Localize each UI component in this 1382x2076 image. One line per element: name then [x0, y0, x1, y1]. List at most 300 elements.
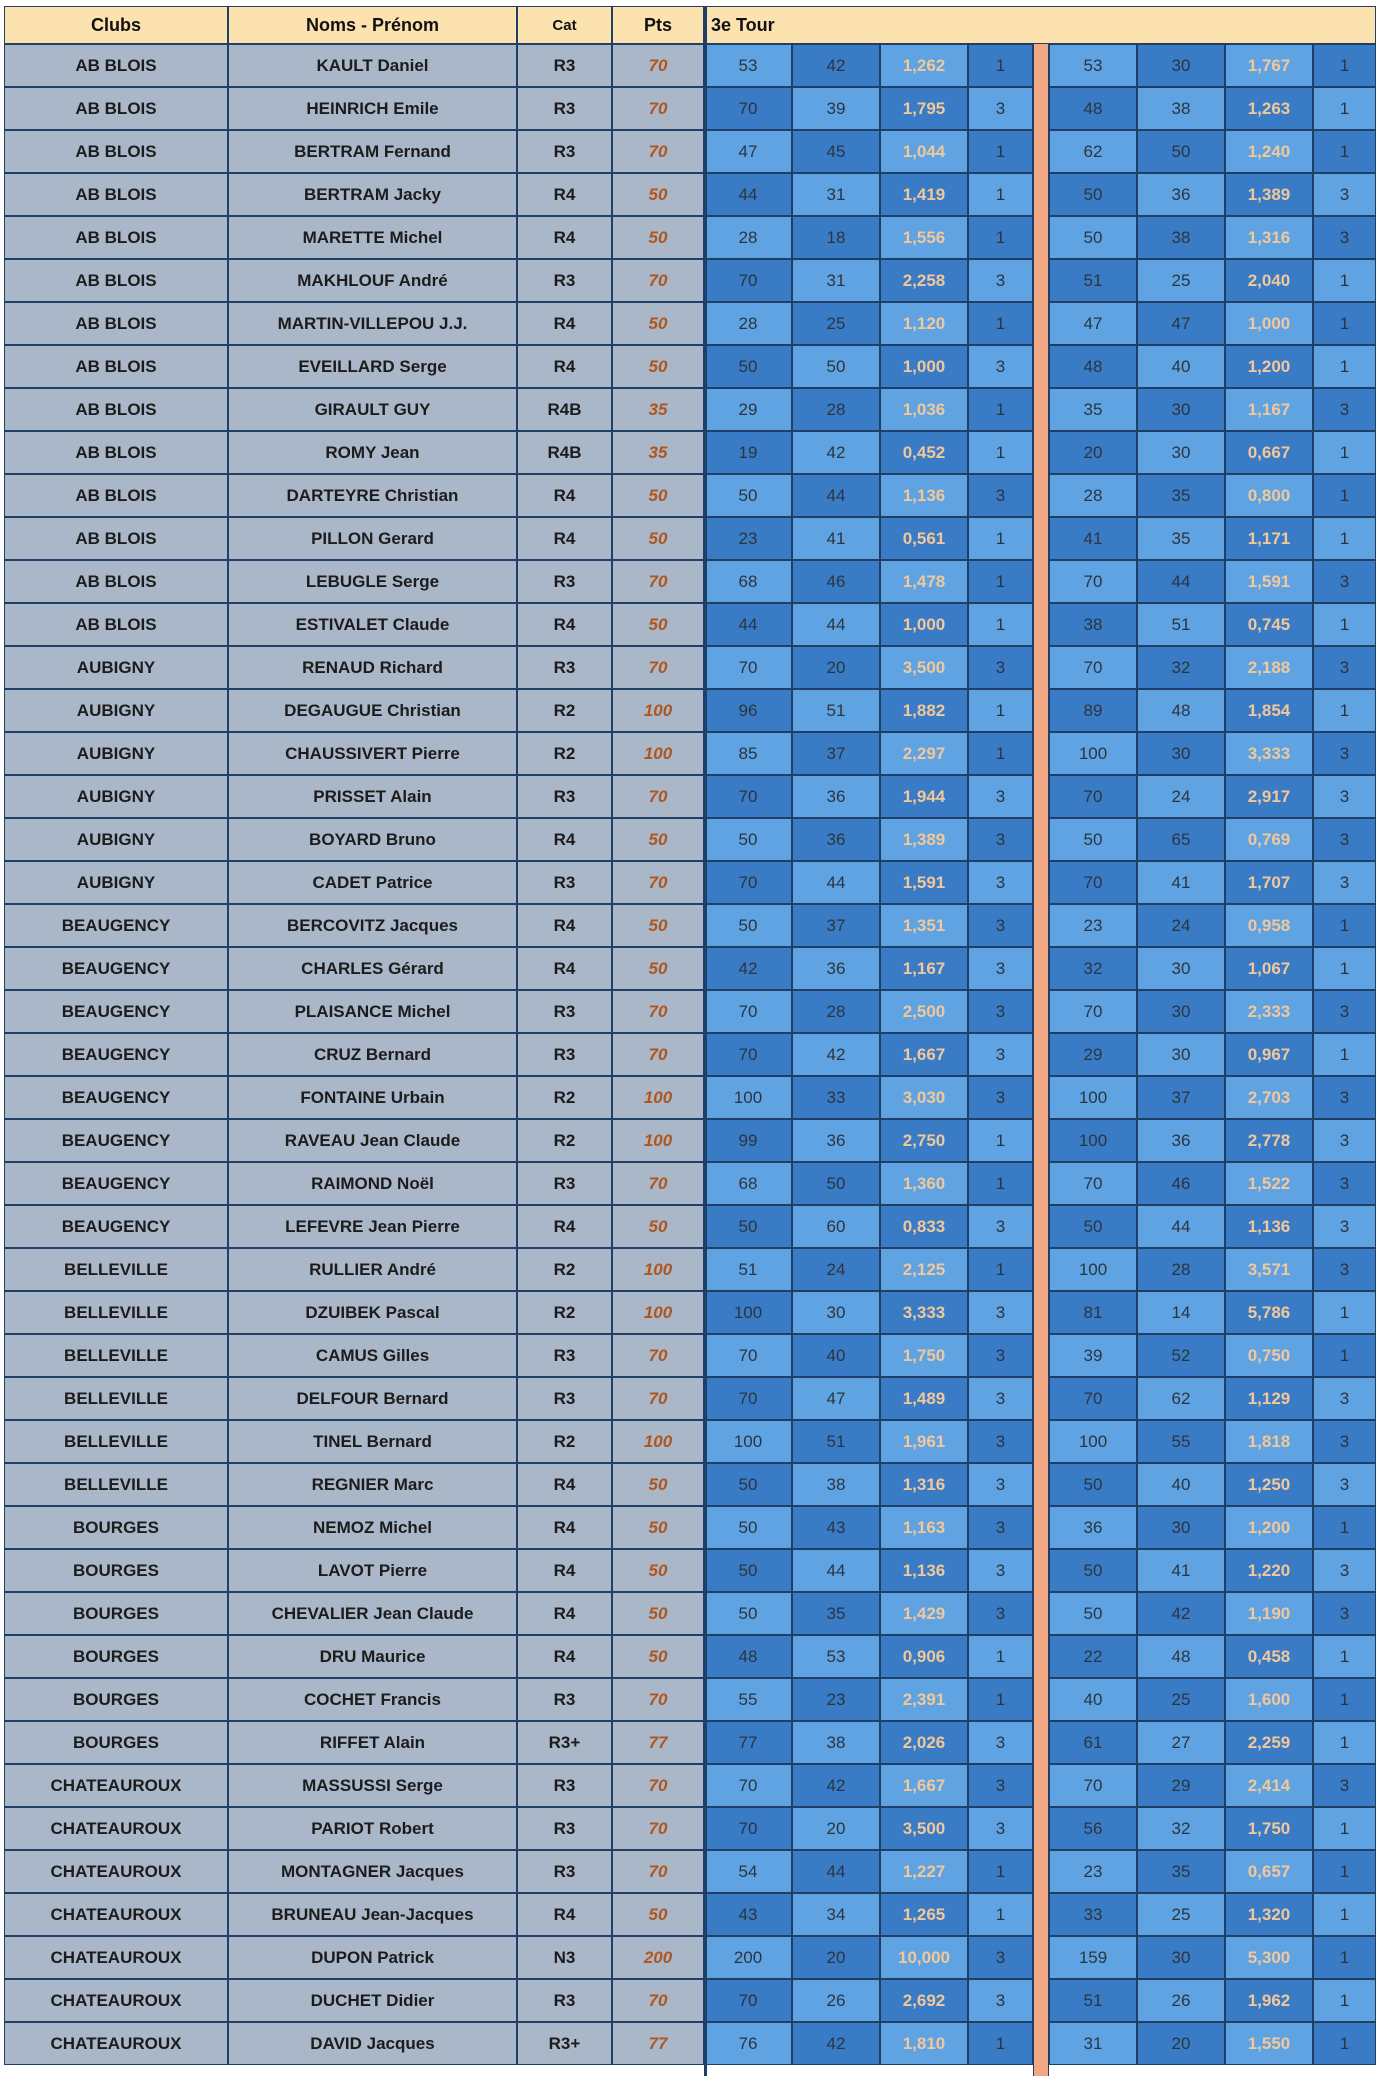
- round1-reprises: 51: [792, 689, 880, 732]
- club-cell: AB BLOIS: [4, 216, 228, 259]
- pts-cell: 100: [612, 1291, 704, 1334]
- round1-average: 1,429: [880, 1592, 968, 1635]
- round2-average: 1,600: [1225, 1678, 1313, 1721]
- table-row: [4, 947, 1376, 990]
- round2-reprises: 28: [1137, 1248, 1225, 1291]
- round2-average: 5,786: [1225, 1291, 1313, 1334]
- table-row: [4, 1979, 1376, 2022]
- table-row: [4, 775, 1376, 818]
- round2-reprises: 30: [1137, 732, 1225, 775]
- cat-cell: R3: [517, 1162, 612, 1205]
- name-cell: EVEILLARD Serge: [228, 345, 517, 388]
- round1-points: 1: [968, 732, 1033, 775]
- table-row: [4, 1463, 1376, 1506]
- round2-average: 2,778: [1225, 1119, 1313, 1162]
- cat-cell: R4: [517, 904, 612, 947]
- round2-points: 3: [1313, 818, 1376, 861]
- table-row: [4, 2022, 1376, 2065]
- round2-average: 0,667: [1225, 431, 1313, 474]
- round1-points: 1: [968, 560, 1033, 603]
- name-cell: DARTEYRE Christian: [228, 474, 517, 517]
- round1-points: 1: [968, 603, 1033, 646]
- pts-cell: 50: [612, 904, 704, 947]
- round1-reprises: 20: [792, 646, 880, 689]
- round2-reprises: 30: [1137, 1033, 1225, 1076]
- round1-score: 50: [704, 818, 792, 861]
- table-row: [4, 818, 1376, 861]
- name-cell: BERTRAM Jacky: [228, 173, 517, 216]
- round1-score: 70: [704, 1334, 792, 1377]
- round2-points: 1: [1313, 1635, 1376, 1678]
- round2-score: 70: [1049, 775, 1137, 818]
- pts-cell: 35: [612, 388, 704, 431]
- round1-reprises: 28: [792, 388, 880, 431]
- round1-points: 1: [968, 302, 1033, 345]
- cat-cell: R4: [517, 1549, 612, 1592]
- round1-reprises: 33: [792, 1076, 880, 1119]
- round1-points: 3: [968, 474, 1033, 517]
- name-cell: BERTRAM Fernand: [228, 130, 517, 173]
- round2-score: 50: [1049, 1205, 1137, 1248]
- table-row: [4, 431, 1376, 474]
- club-cell: BELLEVILLE: [4, 1377, 228, 1420]
- round2-points: 3: [1313, 388, 1376, 431]
- club-cell: AUBIGNY: [4, 646, 228, 689]
- round1-average: 1,265: [880, 1893, 968, 1936]
- pts-cell: 50: [612, 345, 704, 388]
- round1-score: 50: [704, 474, 792, 517]
- round1-points: 3: [968, 990, 1033, 1033]
- pts-cell: 70: [612, 861, 704, 904]
- round2-reprises: 30: [1137, 388, 1225, 431]
- cat-cell: R3: [517, 861, 612, 904]
- round2-points: 3: [1313, 1076, 1376, 1119]
- name-cell: CHAUSSIVERT Pierre: [228, 732, 517, 775]
- round2-reprises: 48: [1137, 689, 1225, 732]
- club-cell: CHATEAUROUX: [4, 1893, 228, 1936]
- round1-reprises: 46: [792, 560, 880, 603]
- round1-score: 68: [704, 560, 792, 603]
- club-cell: AB BLOIS: [4, 431, 228, 474]
- club-cell: BEAUGENCY: [4, 1205, 228, 1248]
- round2-reprises: 38: [1137, 216, 1225, 259]
- round1-score: 50: [704, 1463, 792, 1506]
- pts-cell: 35: [612, 431, 704, 474]
- round2-reprises: 44: [1137, 560, 1225, 603]
- round2-reprises: 35: [1137, 1850, 1225, 1893]
- round2-points: 1: [1313, 2022, 1376, 2065]
- round1-score: 70: [704, 1979, 792, 2022]
- round1-points: 1: [968, 517, 1033, 560]
- round1-score: 48: [704, 1635, 792, 1678]
- round1-points: 3: [968, 861, 1033, 904]
- cat-cell: R2: [517, 1076, 612, 1119]
- round2-score: 100: [1049, 1119, 1137, 1162]
- cat-cell: R4: [517, 1463, 612, 1506]
- round2-average: 1,200: [1225, 1506, 1313, 1549]
- cat-cell: R3: [517, 560, 612, 603]
- round1-score: 50: [704, 1205, 792, 1248]
- round1-average: 1,000: [880, 345, 968, 388]
- round2-points: 3: [1313, 1205, 1376, 1248]
- round2-average: 1,263: [1225, 87, 1313, 130]
- club-cell: BELLEVILLE: [4, 1420, 228, 1463]
- round1-score: 85: [704, 732, 792, 775]
- club-cell: AB BLOIS: [4, 517, 228, 560]
- round2-score: 61: [1049, 1721, 1137, 1764]
- round1-score: 28: [704, 216, 792, 259]
- round1-average: 1,591: [880, 861, 968, 904]
- round2-score: 20: [1049, 431, 1137, 474]
- round1-score: 70: [704, 1764, 792, 1807]
- round2-points: 3: [1313, 861, 1376, 904]
- round2-average: 0,745: [1225, 603, 1313, 646]
- name-cell: FONTAINE Urbain: [228, 1076, 517, 1119]
- round2-average: 3,571: [1225, 1248, 1313, 1291]
- club-cell: BEAUGENCY: [4, 990, 228, 1033]
- name-cell: MASSUSSI Serge: [228, 1764, 517, 1807]
- round1-reprises: 40: [792, 1334, 880, 1377]
- round1-score: 44: [704, 173, 792, 216]
- pts-cell: 70: [612, 1850, 704, 1893]
- round1-points: 3: [968, 947, 1033, 990]
- round1-score: 68: [704, 1162, 792, 1205]
- name-cell: DZUIBEK Pascal: [228, 1291, 517, 1334]
- round2-average: 1,171: [1225, 517, 1313, 560]
- name-cell: RAVEAU Jean Claude: [228, 1119, 517, 1162]
- table-row: [4, 173, 1376, 216]
- round1-reprises: 31: [792, 173, 880, 216]
- round2-average: 1,818: [1225, 1420, 1313, 1463]
- round2-score: 70: [1049, 646, 1137, 689]
- name-cell: LAVOT Pierre: [228, 1549, 517, 1592]
- round2-average: 1,550: [1225, 2022, 1313, 2065]
- round2-average: 1,854: [1225, 689, 1313, 732]
- round1-points: 3: [968, 775, 1033, 818]
- cat-cell: R4: [517, 603, 612, 646]
- cat-cell: R4: [517, 1205, 612, 1248]
- cat-cell: R3: [517, 1979, 612, 2022]
- pts-cell: 100: [612, 1119, 704, 1162]
- round2-reprises: 24: [1137, 904, 1225, 947]
- round2-score: 48: [1049, 87, 1137, 130]
- table-row: [4, 1291, 1376, 1334]
- round1-score: 200: [704, 1936, 792, 1979]
- header-clubs: Clubs: [4, 6, 228, 44]
- round1-points: 1: [968, 388, 1033, 431]
- pts-cell: 70: [612, 646, 704, 689]
- name-cell: CHEVALIER Jean Claude: [228, 1592, 517, 1635]
- round1-score: 70: [704, 1377, 792, 1420]
- name-cell: HEINRICH Emile: [228, 87, 517, 130]
- pts-cell: 50: [612, 1463, 704, 1506]
- round2-reprises: 47: [1137, 302, 1225, 345]
- table-row: [4, 904, 1376, 947]
- round1-reprises: 23: [792, 1678, 880, 1721]
- round1-reprises: 39: [792, 87, 880, 130]
- round2-score: 47: [1049, 302, 1137, 345]
- round2-reprises: 36: [1137, 173, 1225, 216]
- round2-average: 5,300: [1225, 1936, 1313, 1979]
- name-cell: PRISSET Alain: [228, 775, 517, 818]
- tour-divider-line: [704, 6, 707, 2076]
- round1-score: 70: [704, 775, 792, 818]
- table-row: [4, 1420, 1376, 1463]
- club-cell: BEAUGENCY: [4, 1076, 228, 1119]
- round1-score: 70: [704, 1807, 792, 1850]
- name-cell: ROMY Jean: [228, 431, 517, 474]
- header-pts: Pts: [612, 6, 704, 44]
- header-tour: 3e Tour: [704, 6, 1376, 44]
- round1-average: 2,297: [880, 732, 968, 775]
- round1-average: 3,500: [880, 646, 968, 689]
- pts-cell: 50: [612, 173, 704, 216]
- header-noms: Noms - Prénom: [228, 6, 517, 44]
- round1-average: 1,120: [880, 302, 968, 345]
- round2-average: 1,767: [1225, 44, 1313, 87]
- round1-score: 50: [704, 1592, 792, 1635]
- round2-points: 1: [1313, 44, 1376, 87]
- round1-reprises: 38: [792, 1463, 880, 1506]
- round2-score: 23: [1049, 1850, 1137, 1893]
- round2-score: 39: [1049, 1334, 1137, 1377]
- round1-reprises: 20: [792, 1807, 880, 1850]
- round-separator: [1033, 44, 1049, 2076]
- round2-points: 1: [1313, 1506, 1376, 1549]
- pts-cell: 50: [612, 947, 704, 990]
- table-row: [4, 1334, 1376, 1377]
- pts-cell: 70: [612, 1979, 704, 2022]
- name-cell: DAVID Jacques: [228, 2022, 517, 2065]
- round2-points: 3: [1313, 1549, 1376, 1592]
- round2-reprises: 35: [1137, 517, 1225, 560]
- round2-score: 23: [1049, 904, 1137, 947]
- round1-points: 3: [968, 1033, 1033, 1076]
- round2-reprises: 25: [1137, 1678, 1225, 1721]
- round2-reprises: 25: [1137, 259, 1225, 302]
- round2-points: 3: [1313, 560, 1376, 603]
- round1-average: 0,452: [880, 431, 968, 474]
- club-cell: BOURGES: [4, 1721, 228, 1764]
- round1-points: 1: [968, 130, 1033, 173]
- table-row: [4, 87, 1376, 130]
- table-row: [4, 861, 1376, 904]
- pts-cell: 50: [612, 517, 704, 560]
- round2-score: 41: [1049, 517, 1137, 560]
- round1-reprises: 42: [792, 44, 880, 87]
- cat-cell: R3+: [517, 1721, 612, 1764]
- cat-cell: R3: [517, 646, 612, 689]
- table-row: [4, 1678, 1376, 1721]
- round2-score: 70: [1049, 1377, 1137, 1420]
- round2-reprises: 32: [1137, 646, 1225, 689]
- cat-cell: R4: [517, 345, 612, 388]
- pts-cell: 70: [612, 1678, 704, 1721]
- table-row: [4, 1592, 1376, 1635]
- round2-average: 1,250: [1225, 1463, 1313, 1506]
- table-row: [4, 44, 1376, 87]
- round2-points: 1: [1313, 1850, 1376, 1893]
- round2-score: 50: [1049, 173, 1137, 216]
- round2-points: 1: [1313, 1893, 1376, 1936]
- round2-points: 1: [1313, 947, 1376, 990]
- round2-score: 100: [1049, 1420, 1137, 1463]
- round2-points: 1: [1313, 130, 1376, 173]
- round2-points: 1: [1313, 302, 1376, 345]
- pts-cell: 70: [612, 1377, 704, 1420]
- club-cell: CHATEAUROUX: [4, 1936, 228, 1979]
- round2-score: 50: [1049, 216, 1137, 259]
- pts-cell: 50: [612, 1205, 704, 1248]
- round2-score: 29: [1049, 1033, 1137, 1076]
- round1-reprises: 20: [792, 1936, 880, 1979]
- round1-reprises: 36: [792, 818, 880, 861]
- pts-cell: 70: [612, 1807, 704, 1850]
- round2-reprises: 25: [1137, 1893, 1225, 1936]
- round2-average: 1,316: [1225, 216, 1313, 259]
- round2-score: 50: [1049, 1592, 1137, 1635]
- table-row: [4, 1850, 1376, 1893]
- round2-average: 1,320: [1225, 1893, 1313, 1936]
- round1-score: 19: [704, 431, 792, 474]
- round2-points: 1: [1313, 345, 1376, 388]
- round2-reprises: 46: [1137, 1162, 1225, 1205]
- table-row: [4, 1764, 1376, 1807]
- round2-reprises: 30: [1137, 1506, 1225, 1549]
- pts-cell: 77: [612, 1721, 704, 1764]
- cat-cell: R4: [517, 216, 612, 259]
- round1-points: 1: [968, 216, 1033, 259]
- pts-cell: 70: [612, 560, 704, 603]
- round2-average: 1,707: [1225, 861, 1313, 904]
- round2-score: 28: [1049, 474, 1137, 517]
- name-cell: DRU Maurice: [228, 1635, 517, 1678]
- round2-score: 22: [1049, 1635, 1137, 1678]
- round1-average: 1,810: [880, 2022, 968, 2065]
- round2-reprises: 65: [1137, 818, 1225, 861]
- round1-points: 3: [968, 345, 1033, 388]
- name-cell: NEMOZ Michel: [228, 1506, 517, 1549]
- round1-points: 1: [968, 173, 1033, 216]
- round2-reprises: 35: [1137, 474, 1225, 517]
- name-cell: MONTAGNER Jacques: [228, 1850, 517, 1893]
- club-cell: BOURGES: [4, 1635, 228, 1678]
- cat-cell: R4: [517, 474, 612, 517]
- round1-score: 77: [704, 1721, 792, 1764]
- round2-average: 3,333: [1225, 732, 1313, 775]
- round2-average: 1,962: [1225, 1979, 1313, 2022]
- round1-reprises: 38: [792, 1721, 880, 1764]
- round1-average: 1,163: [880, 1506, 968, 1549]
- round1-reprises: 28: [792, 990, 880, 1033]
- round2-reprises: 52: [1137, 1334, 1225, 1377]
- round2-average: 0,800: [1225, 474, 1313, 517]
- round1-reprises: 36: [792, 775, 880, 818]
- club-cell: CHATEAUROUX: [4, 2022, 228, 2065]
- round2-average: 0,458: [1225, 1635, 1313, 1678]
- round2-average: 1,591: [1225, 560, 1313, 603]
- name-cell: RULLIER André: [228, 1248, 517, 1291]
- round1-points: 3: [968, 87, 1033, 130]
- round1-score: 43: [704, 1893, 792, 1936]
- name-cell: CAMUS Gilles: [228, 1334, 517, 1377]
- round1-reprises: 45: [792, 130, 880, 173]
- club-cell: AB BLOIS: [4, 302, 228, 345]
- table-row: [4, 517, 1376, 560]
- table-row: [4, 1721, 1376, 1764]
- round2-score: 56: [1049, 1807, 1137, 1850]
- table-row: [4, 560, 1376, 603]
- name-cell: RENAUD Richard: [228, 646, 517, 689]
- table-row: [4, 1377, 1376, 1420]
- round2-reprises: 36: [1137, 1119, 1225, 1162]
- round1-points: 1: [968, 2022, 1033, 2065]
- cat-cell: R2: [517, 689, 612, 732]
- round2-average: 0,958: [1225, 904, 1313, 947]
- round2-points: 3: [1313, 1162, 1376, 1205]
- round1-points: 1: [968, 1893, 1033, 1936]
- round1-points: 3: [968, 1721, 1033, 1764]
- round1-points: 3: [968, 1377, 1033, 1420]
- round1-score: 100: [704, 1076, 792, 1119]
- round1-points: 3: [968, 1549, 1033, 1592]
- cat-cell: R2: [517, 1248, 612, 1291]
- round2-score: 70: [1049, 560, 1137, 603]
- name-cell: DUCHET Didier: [228, 1979, 517, 2022]
- round2-points: 3: [1313, 173, 1376, 216]
- table-row: [4, 1076, 1376, 1119]
- round2-score: 48: [1049, 345, 1137, 388]
- name-cell: DELFOUR Bernard: [228, 1377, 517, 1420]
- round1-points: 1: [968, 44, 1033, 87]
- round2-points: 1: [1313, 1721, 1376, 1764]
- round1-score: 23: [704, 517, 792, 560]
- round2-points: 1: [1313, 1807, 1376, 1850]
- round1-reprises: 47: [792, 1377, 880, 1420]
- club-cell: CHATEAUROUX: [4, 1807, 228, 1850]
- round2-average: 1,000: [1225, 302, 1313, 345]
- round2-points: 3: [1313, 732, 1376, 775]
- round2-reprises: 55: [1137, 1420, 1225, 1463]
- round2-reprises: 20: [1137, 2022, 1225, 2065]
- round1-score: 50: [704, 904, 792, 947]
- round1-reprises: 26: [792, 1979, 880, 2022]
- round2-points: 1: [1313, 259, 1376, 302]
- cat-cell: R2: [517, 732, 612, 775]
- club-cell: AB BLOIS: [4, 259, 228, 302]
- pts-cell: 100: [612, 1076, 704, 1119]
- round2-points: 1: [1313, 474, 1376, 517]
- round2-score: 50: [1049, 1549, 1137, 1592]
- round1-reprises: 24: [792, 1248, 880, 1291]
- round1-average: 1,489: [880, 1377, 968, 1420]
- round2-score: 81: [1049, 1291, 1137, 1334]
- club-cell: AB BLOIS: [4, 345, 228, 388]
- cat-cell: R3: [517, 1850, 612, 1893]
- cat-cell: R4B: [517, 388, 612, 431]
- round2-average: 1,389: [1225, 173, 1313, 216]
- round1-score: 70: [704, 646, 792, 689]
- pts-cell: 50: [612, 302, 704, 345]
- round1-average: 10,000: [880, 1936, 968, 1979]
- round2-average: 1,067: [1225, 947, 1313, 990]
- name-cell: PILLON Gerard: [228, 517, 517, 560]
- round2-reprises: 41: [1137, 861, 1225, 904]
- name-cell: BOYARD Bruno: [228, 818, 517, 861]
- round1-reprises: 44: [792, 1549, 880, 1592]
- pts-cell: 77: [612, 2022, 704, 2065]
- round2-average: 2,188: [1225, 646, 1313, 689]
